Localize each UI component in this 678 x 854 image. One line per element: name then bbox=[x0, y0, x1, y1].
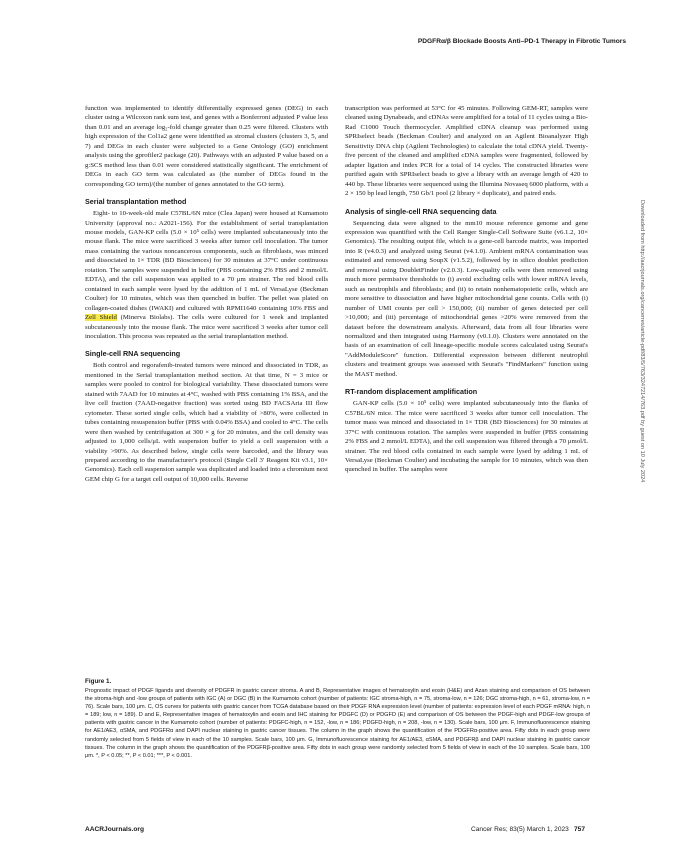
figure-caption: Prognostic impact of PDGF ligands and diversity of PDGFR in gastric cancer stroma. A and B, Representative images of hematoxylin and eosin (H&E) and Azan staining and comparison of OS between the stroma-high and -low groups of patients with IGC (A) or DGC (B) in the Kumamoto cohort (number of patients: IGC stroma-high, n = 75, stroma-low, n = 126; DGC stroma-high, n = 61, stroma-low, n = 76). Scale bars, 100 μm. C, OS curves for patients with gastric cancer from TCGA database based on their PDGF RNA expression level (number of patients: expression level of each PDGF mRNA: high, n = 189; low, n = 189). D and E, Representative images of hematoxylin and eosin and IHC staining for PDGFC (D) or PDGFD (E) and comparison of OS between the PDGF-high and PDGF-low groups of patients with gastric cancer in the Kumamoto cohort (number of patients: PDGFC-high, n = 152, -low, n = 186; PDGFD-high, n = 208, -low, n = 130). Scale bars, 100 μm. F, Immunofluorescence staining for AE1/AE3, αSMA, and PDGFRα and DAPI nuclear staining in gastric cancer tissues. The column in the graph shows the quantification of the PDGFRα-positive area. Fifty dots in each group were randomly selected from 5 fields of view in each of the 10 samples. Scale bars, 100 μm. G, Immunofluorescence staining for AE1/AE3, αSMA, and PDGFRβ and DAPI nuclear staining in gastric cancer tissues. The column in the graph shows the quantification of the PDGFRβ-positive area. Fifty dots in each group were randomly selected from 5 fields of view in each of the 10 samples. Scale bars, 100 μm. *, P < 0.05; **, P < 0.01; ***, P < 0.001. bbox=[85, 688, 590, 759]
left-paragraph-2 bbox=[85, 209, 328, 341]
figure-caption-block bbox=[85, 678, 590, 760]
left-paragraph-2-end: (Minerva Biolabs). The cells were cultured for 1 week and implanted subcutaneously into the mouse flank. The mice were sacrificed 3 weeks after tumor cell inoculation. This process was repeated as the serial transplantation method. bbox=[85, 314, 328, 340]
heading-serial-transplantation: Serial transplantation method bbox=[85, 197, 187, 207]
highlighted-text[interactable]: Zell Shield bbox=[85, 314, 117, 322]
right-column bbox=[345, 104, 588, 475]
download-watermark: Downloaded from http://aacrjournals.org/cancerres/article-pdf/83/5/763/3247214/763.pdf by guest on 10 July 2024 bbox=[639, 200, 645, 483]
running-head: PDGFRα/β Blockade Boosts Anti–PD-1 Therapy in Fibrotic Tumors bbox=[417, 38, 626, 45]
heading-rt-rda: RT-random displacement amplification bbox=[345, 387, 478, 397]
footer-journal-site[interactable]: AACRJournals.org bbox=[85, 826, 144, 833]
right-paragraph-2: Sequencing data were aligned to the mm10 mouse reference genome and gene expression was quantified with the Cell Ranger Single-Cell Software Suite (v6.1.2, 10× Genomics). The resulting output file, which is a gene-cell barcode matrix, was imported into R (v4.0.3) and analyzed using Seurat (v4.1.0). Ambient mRNA contamination was estimated and removed using SoupX (v1.5.2), followed by in silico doublet prediction and removal using DoubletFinder (v2.0.3). Low-quality cells were then removed using much more permissive thresholds to (i) avoid excluding cells with lower mRNA levels, such as neutrophils and fibroblasts; and (ii) to retain nonhematopoietic cells, which are more sensitive to dissociation and have higher mitochondrial gene counts. Cells with (i) number of UMI counts per cell > 150,000; (ii) number of genes detected per cell >10,000; and (iii) percentage of mitochondrial genes >20% were removed from the dataset before the downstream analysis. Afterward, data from all four libraries were normalized and then integrated using Harmony (v0.1.0). Clusters were annotated on the basis of an examination of cell lineage-specific module scores calculated using Seurat's "AddModuleScore" function. Differential expression between different neutrophil clusters and treatment groups was assessed with Seurat's "FindMarkers" function using the MAST method. bbox=[345, 219, 588, 378]
footer-citation: Cancer Res; 83(5) March 1, 2023 bbox=[471, 826, 569, 833]
left-column bbox=[85, 104, 328, 484]
heading-scrna-analysis: Analysis of single-cell RNA sequencing data bbox=[345, 206, 497, 216]
page-number: 757 bbox=[574, 826, 586, 833]
right-paragraph-1: transcription was performed at 53°C for 45 minutes. Following GEM-RT, samples were cleaned using Dynabeads, and cDNAs were amplified for a total of 11 cycles using a Bio-Rad C1000 Touch thermocycler. Amplified cDNA cleanup was performed using SPRIselect beads (Beckman Coulter) and analyzed on an Agilent Bioanalyzer High Sensitivity DNA chip (Agilent Technologies) to calculate the total cDNA yield. Twenty-five percent of the cleaned and amplified cDNA samples were fragmented, followed by adapter ligation and index PCR for a total of 14 cycles. The constructed libraries were purified again with SPRIselect beads to give a library with an average length of 420 to 440 bp. These libraries were sequenced using the Illumina Novaseq 6000 platform, with a 2 × 150 bp lead length, 750 Gb/1 pool (2 library × duplicate), and paired ends. bbox=[345, 105, 588, 198]
right-paragraph-3: GAN-KP cells (5.0 × 10⁵ cells) were implanted subcutaneously into the flanks of C57BL/6N mice. The mice were sacrificed 3 weeks after tumor cell inoculation. The tumor mass was minced and dissociated in 1× TDR (BD Biosciences) for 30 minutes at 37°C with continuous rotation. The samples were suspended in buffer (PBS containing 2% FBS and 2 mmol/L EDTA), and the cell suspension was filtered through a 70 μmol/L strainer. The red blood cells contained in each sample were lysed by adding 1 mL of VersaLyse (Beckman Coulter) and incubating the sample for 10 minutes, which was then quenched in buffer. The samples were bbox=[345, 400, 588, 474]
figure-title: Figure 1. bbox=[85, 678, 112, 685]
left-paragraph-1: function was implemented to identify differentially expressed genes (DEG) in each cluster using a Wilcoxon rank sum test, and genes with a Bonferroni adjusted P value less than 0.01 and an average log₂-fold change greater than 0.25 were filtered. Clusters with high expression of the Col1a2 gene were identified as stromal clusters (clusters 3, 5, and 7) and DEGs in each cluster were subjected to a Gene Ontology (GO) enrichment analysis using the gprofiler2 package (20). Pathways with an adjusted P value based on a g:SCS method less than 0.01 were considered statistically significant. The enrichment of DEGs in each GO term was calculated as (the number of DEGs found in the corresponding GO term)/(the number of genes annotated to the GO term). bbox=[85, 105, 328, 188]
heading-single-cell-rna-seq: Single-cell RNA sequencing bbox=[85, 349, 181, 359]
left-paragraph-2-start: Eight- to 10-week-old male C57BL/6N mice (Clea Japan) were housed at Kumamoto University (approval no.: A2021-156). For the establishment of serial transplantation mouse models, GAN-KP cells (5.0 × 10⁵ cells) were implanted subcutaneously into the mouse flank. The mice were sacrificed 3 weeks after tumor cell inoculation. The tumor mass containing the various noncancerous components, such as fibroblasts, was minced and dissociated in 1× TDR (BD Biosciences) for 30 minutes at 37°C under continuous rotation. The samples were suspended in buffer (PBS containing 2% FBS and 2 mmol/L EDTA), and the cell suspension was applied to a 70 μm strainer. The red blood cells contained in each sample were lysed by the addition of 1 mL of VersaLyse (Beckman Coulter) for 10 minutes, which was then quenched in buffer. The pellet was plated on collagen-coated dishes (IWAKI) and cultured with RPMI1640 containing 10% FBS and bbox=[85, 210, 328, 312]
left-paragraph-3: Both control and regorafenib-treated tumors were minced and dissociated in TDR, as mentioned in the Serial transplantation method section. At that time, N = 3 mice or samples were pooled to control for biological variability. These dissociated tumors were stained with 7AAD for 10 minutes at 4°C, washed with PBS containing 1% BSA, and the live cell fraction (7AAD-negative fraction) was sorted using BD FACSAria III flow cytometer. These sorted single cells, which had a viability of >80%, were collected in tubes containing resuspension buffer (PBS with 0.04% BSA) and cooled to 4°C. The cells were then washed by centrifugation at 300 × g for 20 minutes, and the cell density was adjusted to 1,000 cells/μL with suspension buffer to yield a cell suspension with a viability >90%. As described below, single cells were barcoded, and the library was prepared according to the manufacturer's protocol (Single Cell 3′ Reagent Kit v3.1, 10× Genomics). Each cell suspension sample was duplicated and loaded into a chromium next GEM chip G for a target cell output of 10,000 cells. Reverse bbox=[85, 362, 328, 483]
